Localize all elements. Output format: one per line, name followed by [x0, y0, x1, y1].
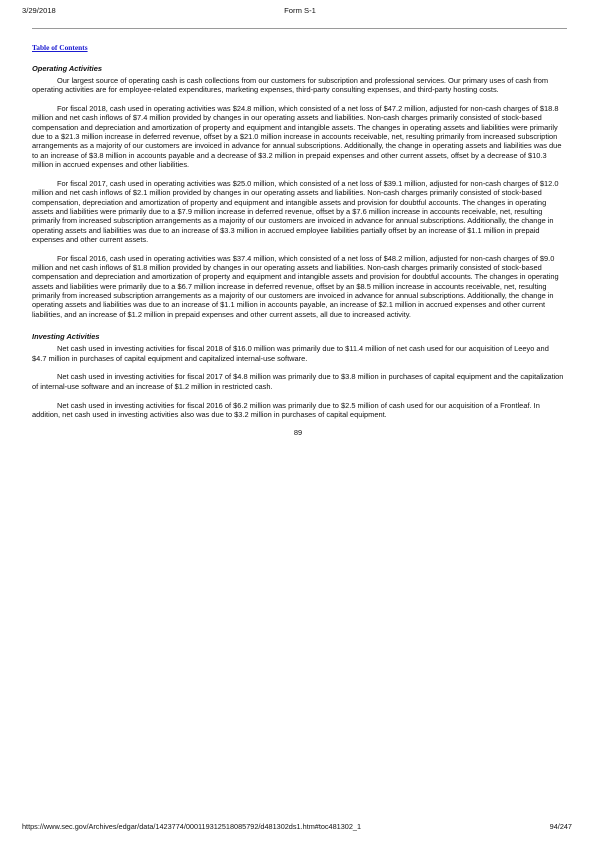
print-header-title: Form S-1 — [284, 6, 316, 15]
section-operating-activities — [32, 64, 564, 319]
paragraph: Net cash used in investing activities for fiscal 2016 of $6.2 million was primarily due to $2.5 million of cash used for our acquisition of a Frontleaf. In addition, net cash used in investing activities also was due to $3.2 million in purchases of capital equipment. — [32, 400, 540, 419]
print-footer-url: https://www.sec.gov/Archives/edgar/data/1423774/000119312518085792/d481302ds1.htm#toc481302_1 — [22, 822, 362, 831]
page-number: 89 — [293, 427, 303, 437]
paragraph: For fiscal 2016, cash used in operating activities was $37.4 million, which consisted of a net loss of $48.2 million, adjusted for non-cash charges of $9.0 million and net cash inflows of $1.8 million provided by changes in our operating assets and liabilities. Non-cash charges primarily consisted of stock-based compensation and depreciation and amortization of property and equipment and intangible assets and provision for doubtful accounts. The changes in operating assets and liabilities were primarily due to a $6.7 million increase in deferred revenue, offset by an $8.5 million increase in accounts receivable, net, resulting primarily from increased subscription arrangements as a majority of our customers are invoiced in advance for annual subscriptions. Additionally, the change in operating assets and liabilities was due to an increase of $1.1 million in accounts payable, an increase of $2.1 million in accrued expenses and other current liabilities, and an increase of $1.2 million in prepaid expenses and other current assets, all due to increased activity. — [32, 253, 559, 319]
section-heading: Investing Activities — [32, 332, 100, 342]
section-investing-activities — [32, 332, 564, 419]
document-body — [32, 64, 564, 437]
paragraph: Net cash used in investing activities for fiscal 2018 of $16.0 million was primarily due to $11.4 million of net cash used for our acquisition of Leeyo and $4.7 million in purchases of capital equipment and capitalized internal-use software. — [32, 344, 549, 363]
print-header-date: 3/29/2018 — [22, 6, 56, 15]
section-heading: Operating Activities — [32, 64, 102, 73]
header-divider — [32, 28, 567, 29]
table-of-contents-link[interactable]: Table of Contents — [32, 43, 88, 52]
print-footer-page-count: 94/247 — [549, 822, 572, 831]
paragraph: For fiscal 2017, cash used in operating activities was $25.0 million, which consisted of a net loss of $39.1 million, adjusted for non-cash charges of $12.0 million and net cash inflows of $2.1 million provided by changes in our operating assets and liabilities. Non-cash charges primarily consisted of stock-based compensation, depreciation and amortization of property and equipment and intangible assets and provision for doubtful accounts. The changes in operating assets and liabilities were primarily due to a $7.9 million increase in deferred revenue, offset by a $7.6 million increase in accounts receivable, net, resulting primarily from increased subscription arrangements as a majority of our customers are invoiced in advance for annual subscriptions. Additionally, the change in operating assets and liabilities was due to an increase of $3.3 million in accrued employee liabilities partially offset by an increase of $1.1 million in prepaid expenses and other current assets. — [32, 178, 559, 244]
paragraph: Net cash used in investing activities for fiscal 2017 of $4.8 million was primarily due to $3.8 million in purchases of capital equipment and the capitalization of internal-use software and an increase of $1.2 million in restricted cash. — [32, 372, 564, 391]
paragraph: For fiscal 2018, cash used in operating activities was $24.8 million, which consisted of a net loss of $47.2 million, adjusted for non-cash charges of $18.8 million and net cash inflows of $7.4 million provided by changes in our operating assets and liabilities. Non-cash charges primarily consisted of stock-based compensation and depreciation and amortization of property and equipment and intangible assets. The changes in operating assets and liabilities were primarily due to a $21.3 million increase in deferred revenue, offset by a $21.0 million increase in accounts receivable, net, resulting primarily from increased subscription arrangements as a majority of our customers are invoiced in advance for annual subscriptions. Additionally, the change in operating assets and liabilities was due to an increase of $3.8 million in accounts payable and a decrease of $3.2 million in prepaid expenses and other current assets, offset by a decrease of $10.3 million in accrued expenses and other liabilities. — [32, 104, 562, 170]
paragraph: Our largest source of operating cash is cash collections from our customers for subscription and professional services. Our primary uses of cash from operating activities are for employee-related expenditures, marketing expenses, third-party consulting expenses, and third-party hosting costs. — [32, 75, 549, 95]
